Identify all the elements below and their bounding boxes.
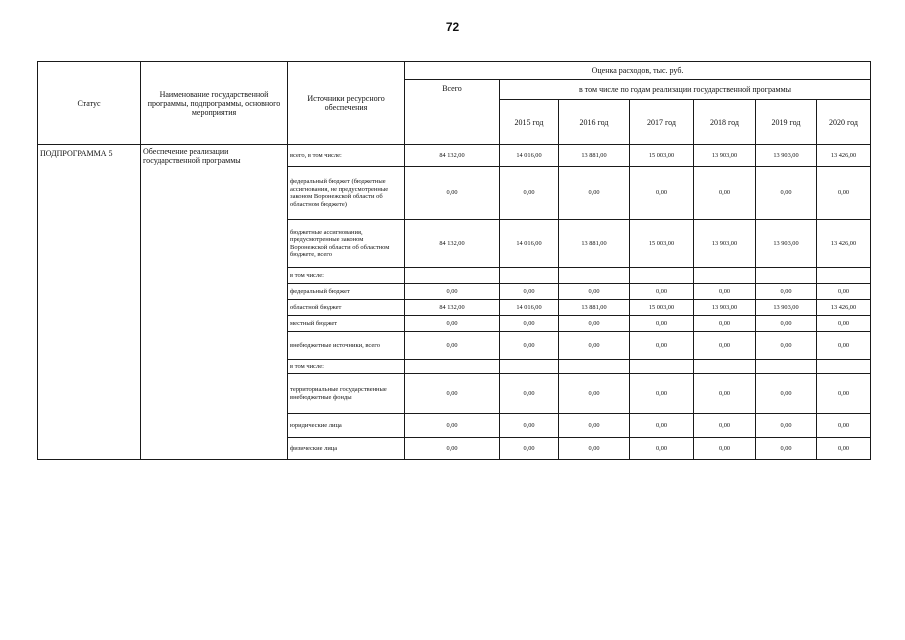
value-cell: 0,00 — [817, 284, 871, 300]
value-cell: 13 903,00 — [756, 145, 817, 167]
value-cell: 0,00 — [630, 316, 694, 332]
value-cell: 0,00 — [500, 332, 559, 360]
source-label: бюджетные ассигнования, предусмотренные законом Воронежской области об областном бюджете, всего — [288, 220, 405, 268]
value-cell: 0,00 — [405, 374, 500, 414]
source-label: в том числе: — [288, 360, 405, 374]
value-cell: 84 132,00 — [405, 300, 500, 316]
program-name: Обеспечение реализации государственной программы — [141, 145, 288, 460]
value-cell: 14 016,00 — [500, 145, 559, 167]
value-cell — [500, 268, 559, 284]
value-cell: 0,00 — [694, 438, 756, 460]
value-cell: 13 426,00 — [817, 300, 871, 316]
value-cell — [405, 268, 500, 284]
value-cell: 13 881,00 — [559, 220, 630, 268]
source-label: федеральный бюджет — [288, 284, 405, 300]
value-cell — [559, 360, 630, 374]
value-cell: 0,00 — [559, 414, 630, 438]
source-label: внебюджетные источники, всего — [288, 332, 405, 360]
value-cell — [756, 268, 817, 284]
value-cell: 0,00 — [405, 332, 500, 360]
value-cell — [694, 268, 756, 284]
value-cell: 0,00 — [630, 414, 694, 438]
value-cell: 15 003,00 — [630, 220, 694, 268]
value-cell: 0,00 — [817, 414, 871, 438]
value-cell: 0,00 — [694, 167, 756, 220]
value-cell: 13 903,00 — [756, 220, 817, 268]
header-total: Всего — [405, 80, 500, 145]
value-cell: 0,00 — [694, 316, 756, 332]
value-cell: 0,00 — [500, 316, 559, 332]
value-cell: 0,00 — [500, 167, 559, 220]
value-cell: 0,00 — [405, 414, 500, 438]
source-label: федеральный бюджет (бюджетные ассигнования, не предусмотренные законом Воронежской области об областном бюджете) — [288, 167, 405, 220]
header-year: 2020 год — [817, 100, 871, 145]
value-cell: 0,00 — [405, 167, 500, 220]
value-cell: 13 903,00 — [694, 145, 756, 167]
header-estimate: Оценка расходов, тыс. руб. — [405, 62, 871, 80]
value-cell — [630, 268, 694, 284]
value-cell: 15 003,00 — [630, 145, 694, 167]
value-cell: 0,00 — [694, 414, 756, 438]
value-cell: 13 881,00 — [559, 300, 630, 316]
value-cell — [756, 360, 817, 374]
value-cell: 0,00 — [817, 316, 871, 332]
value-cell: 0,00 — [756, 374, 817, 414]
value-cell: 0,00 — [630, 284, 694, 300]
value-cell: 13 903,00 — [694, 300, 756, 316]
program-status: ПОДПРОГРАММА 5 — [38, 145, 141, 460]
table-row — [38, 145, 871, 167]
header-name: Наименование государственной программы, подпрограммы, основного мероприятия — [141, 62, 288, 145]
value-cell: 0,00 — [756, 167, 817, 220]
value-cell: 84 132,00 — [405, 220, 500, 268]
value-cell: 0,00 — [817, 167, 871, 220]
value-cell: 0,00 — [559, 332, 630, 360]
value-cell: 15 003,00 — [630, 300, 694, 316]
value-cell: 0,00 — [630, 374, 694, 414]
value-cell: 0,00 — [500, 284, 559, 300]
value-cell: 14 016,00 — [500, 300, 559, 316]
value-cell: 0,00 — [559, 316, 630, 332]
source-label: областной бюджет — [288, 300, 405, 316]
value-cell: 0,00 — [500, 374, 559, 414]
value-cell — [559, 268, 630, 284]
source-label: всего, в том числе: — [288, 145, 405, 167]
value-cell: 0,00 — [630, 167, 694, 220]
value-cell: 14 016,00 — [500, 220, 559, 268]
header-by-years: в том числе по годам реализации государственной программы — [500, 80, 871, 100]
value-cell: 0,00 — [817, 374, 871, 414]
value-cell: 0,00 — [500, 414, 559, 438]
page-number: 72 — [445, 20, 460, 34]
value-cell: 0,00 — [630, 332, 694, 360]
value-cell: 0,00 — [817, 332, 871, 360]
value-cell: 0,00 — [756, 332, 817, 360]
value-cell: 0,00 — [694, 374, 756, 414]
value-cell: 0,00 — [756, 414, 817, 438]
value-cell — [630, 360, 694, 374]
value-cell: 84 132,00 — [405, 145, 500, 167]
header-year: 2015 год — [500, 100, 559, 145]
resource-table — [37, 61, 871, 460]
table-header — [38, 62, 871, 145]
value-cell: 0,00 — [559, 167, 630, 220]
header-year: 2018 год — [694, 100, 756, 145]
table-body — [38, 145, 871, 460]
value-cell: 0,00 — [559, 284, 630, 300]
value-cell: 13 426,00 — [817, 220, 871, 268]
header-year: 2016 год — [559, 100, 630, 145]
value-cell — [405, 360, 500, 374]
header-year: 2019 год — [756, 100, 817, 145]
value-cell: 0,00 — [405, 316, 500, 332]
value-cell: 0,00 — [405, 284, 500, 300]
value-cell: 0,00 — [405, 438, 500, 460]
source-label: в том числе: — [288, 268, 405, 284]
value-cell: 0,00 — [756, 284, 817, 300]
value-cell: 0,00 — [630, 438, 694, 460]
value-cell: 13 903,00 — [694, 220, 756, 268]
source-label: физические лица — [288, 438, 405, 460]
value-cell: 0,00 — [559, 374, 630, 414]
source-label: юридические лица — [288, 414, 405, 438]
value-cell — [817, 360, 871, 374]
value-cell: 0,00 — [756, 316, 817, 332]
header-status: Статус — [38, 62, 141, 145]
value-cell — [694, 360, 756, 374]
value-cell — [817, 268, 871, 284]
source-label: территориальные государственные внебюджетные фонды — [288, 374, 405, 414]
value-cell: 13 903,00 — [756, 300, 817, 316]
header-year: 2017 год — [630, 100, 694, 145]
value-cell: 13 426,00 — [817, 145, 871, 167]
value-cell: 13 881,00 — [559, 145, 630, 167]
header-sources: Источники ресурсного обеспечения — [288, 62, 405, 145]
value-cell: 0,00 — [559, 438, 630, 460]
value-cell — [500, 360, 559, 374]
source-label: местный бюджет — [288, 316, 405, 332]
value-cell: 0,00 — [500, 438, 559, 460]
value-cell: 0,00 — [694, 332, 756, 360]
value-cell: 0,00 — [694, 284, 756, 300]
value-cell: 0,00 — [756, 438, 817, 460]
value-cell: 0,00 — [817, 438, 871, 460]
